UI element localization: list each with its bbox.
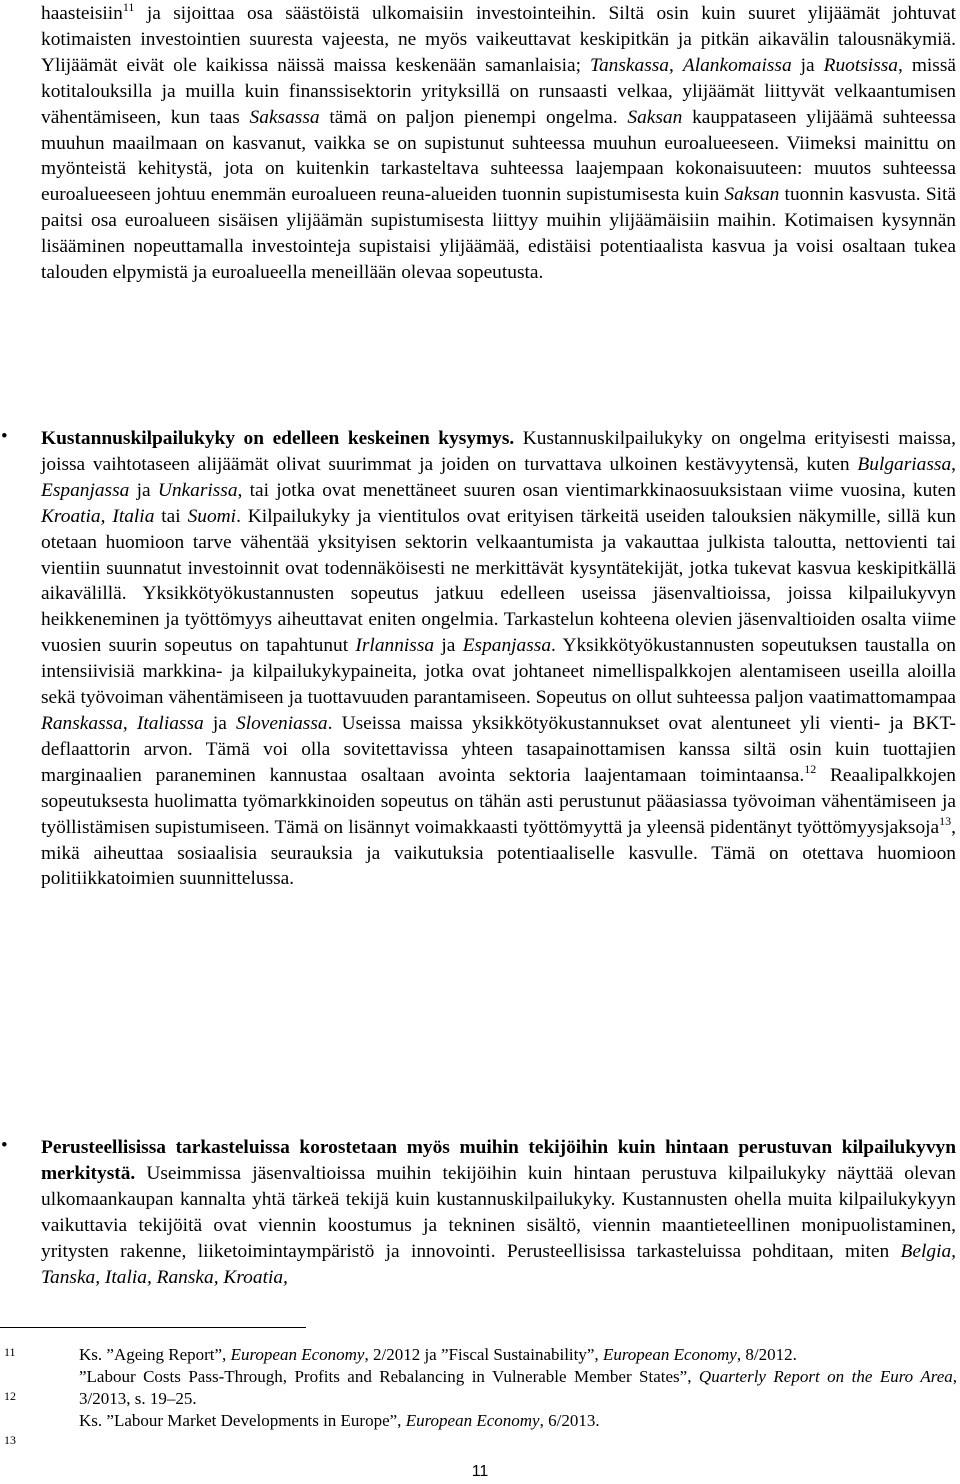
country-name: Italia: [112, 505, 155, 527]
country-name: Espanjassa: [462, 635, 552, 657]
country-name: Sloveniassa: [236, 712, 328, 734]
footnote-11: Ks. ”Ageing Report”, European Economy, 2/2012 ja ”Fiscal Sustainability”, European Economy, 8/2012.: [79, 1345, 797, 1364]
country-name: Irlannissa: [355, 635, 435, 657]
country-list: Belgia, Tanska, Italia, Ranska, Kroatia,: [41, 1240, 956, 1288]
footnote-separator: [0, 1327, 306, 1328]
footnote-number: 13: [4, 1433, 16, 1447]
footnote-number: 11: [4, 1345, 16, 1359]
paragraph-cost-competitiveness: Kustannuskilpailukyky on edelleen keskeinen kysymys. Kustannuskilpailukyky on ongelma erityisesti maissa, joissa vaihtotaseen alijäämät olivat suurimmat ja joiden on turvattava ulkoinen kestävyytensä, kuten Bulgariassa, Espanjassa ja Unkarissa, tai jotka ovat menettäneet suuren osan vientimarkkinaosuuksistaan viime vuosina, kuten Kroatia, Italia tai Suomi. Kilpailukyky ja vientitulos ovat erityisen tärkeitä useiden talouksien näkymille, sillä kun otetaan huomioon tarve vähentää yksityisen sektorin velkaantumista ja vakauttaa julkista taloutta, nettovienti tai vientiin suunnatut investoinnit ovat todennäköisesti ne merkittävät kysyntätekijät, jotka tukevat kasvua keskipitkällä aikavälillä. Yksikkötyökustannusten sopeutus jatkuu edelleen useissa jäsenvaltioissa, joissa kilpailukyvyn heikkeneminen ja työttömyys aiheuttavat eniten ongelmia. Tarkastelun kohteena olevien jäsenvaltioiden osalta viime vuosien suurin sopeutus on tapahtunut Irlannissa ja Espanjassa. Yksikkötyökustannusten sopeutuksen taustalla on intensiivisiä markkina- ja kilpailukykypaineita, jotka ovat johtaneet nimellispalkkojen alentamiseen useilla aloilla sekä työvoiman vähentämiseen ja tuottavuuden parantamiseen. Sopeutus on ollut suhteessa paljon vaatimattomampaa Ranskassa, Italiassa ja Sloveniassa. Useissa maissa yksikkötyökustannukset ovat alentuneet yli vienti- ja BKT-deflaattorin arvon. Tämä voi olla sovitettavissa yhteen tasapainottamisen kanssa siltä osin kuin tuottajien marginaalien paraneminen kannustaa osaltaan avointa sektoria laajentamaan toimintaansa.$^{12}$ Reaalipalkkojen sopeutuksesta huolimatta työmarkkinoiden sopeutus on tähän asti perustunut pääasiassa työvoiman vähentämiseen ja työllistämisen supistumiseen. Tämä on lisännyt voimakkaasti työttömyyttä ja yleensä pidentänyt työttömyysjaksoja$^{13}$, mikä aiheuttaa sosiaalisia seurauksia ja vaikutuksia potentiaaliselle kasvulle. Tämä on otettava huomioon politiikkatoimien suunnittelussa.: [41, 428, 957, 890]
country-name: Ranskassa: [41, 712, 123, 734]
bullet-icon: •: [1, 1135, 8, 1156]
country-name: Espanjassa: [41, 479, 130, 501]
footnote-ref-11[interactable]: 11: [122, 0, 135, 14]
country-name: Unkarissa: [157, 479, 238, 501]
country-name: Tanskassa: [589, 54, 669, 76]
paragraph-non-price-competitiveness: Perusteellisissa tarkasteluissa korostetaan myös muihin tekijöihin kuin hintaan perustuvan kilpailukyvyn merkitystä. Useimmissa jäsenvaltioissa muihin tekijöihin kuin hintaan perustuva kilpailukyky näyttää olevan ulkomaankaupan kannalta yhtä tärkeä tekijä kuin kustannuskilpailukyky. Kustannusten ohella muita kilpailukykyyn vaikuttavia tekijöitä ovat viennin koostumus ja tekninen sisältö, viennin maantieteellinen monipuolistaminen, yritysten rakenne, liiketoimintaympäristö ja innovointi. Perusteellisissa tarkasteluissa pohditaan, miten Belgia, Tanska, Italia, Ranska, Kroatia,: [41, 1137, 956, 1288]
footnote-13: Ks. ”Labour Market Developments in Europe”, European Economy, 6/2013.: [79, 1411, 600, 1430]
country-name: Italiassa: [136, 712, 204, 734]
page-number: 11: [471, 1463, 489, 1480]
country-name: Alankomaissa: [682, 54, 792, 76]
footnote-12: ”Labour Costs Pass-Through, Profits and Rebalancing in Vulnerable Member States”, Quarterly Report on the Euro Area, 3/2013, s. 19–25.: [79, 1367, 957, 1408]
country-name: Suomi: [187, 505, 237, 527]
footnotes: [79, 1344, 957, 1432]
country-name: Saksan: [627, 106, 683, 128]
footnote-number: 12: [4, 1389, 16, 1403]
country-name: Ruotsissa: [823, 54, 898, 76]
country-name: Saksassa: [249, 106, 320, 128]
footnote-ref-12[interactable]: 12: [804, 761, 817, 776]
bullet-heading: Perusteellisissa tarkasteluissa korostetaan myös muihin tekijöihin kuin hintaan perustuvan kilpailukyvyn merkitystä.: [41, 1137, 956, 1184]
country-name: Kroatia: [41, 505, 101, 527]
bullet-heading: Kustannuskilpailukyky on edelleen keskeinen kysymys.: [41, 428, 515, 449]
country-name: Bulgariassa: [857, 453, 952, 475]
bullet-icon: •: [1, 426, 8, 447]
country-name: Saksan: [724, 184, 780, 206]
paragraph-surpluses: haasteisiin$^{11}$ ja sijoittaa osa säästöistä ulkomaisiin investointeihin. Siltä osin kuin suuret ylijäämät johtuvat kotimaisten investointien suuresta vajeesta, ne myös vaikeuttavat keskipitkän ja pitkän aikavälin talousnäkymiä. Ylijäämät eivät ole kaikissa näissä maissa keskenään samanlaisia; Tanskassa, Alankomaissa ja Ruotsissa, missä kotitalouksilla ja muilla kuin finanssisektorin yrityksillä on runsaasti velkaa, ylijäämät liittyvät velkaantumisen vähentämiseen, kun taas Saksassa tämä on paljon pienempi ongelma. Saksan kauppataseen ylijäämä suhteessa muuhun maailmaan on kasvanut, vaikka se on supistunut suhteessa muuhun euroalueeseen. Viimeksi mainittu on myönteistä kehitystä, jota on kuitenkin tarkasteltava suhteessa laajempaan kokonaisuuteen: muutos suhteessa euroalueeseen johtuu enemmän euroalueen reuna-alueiden tuonnin supistumisesta kuin Saksan tuonnin kasvusta. Sitä paitsi osa euroalueen sisäisen ylijäämän supistumisesta liittyy muihin ylijäämäisiin maihin. Kotimaisen kysynnän lisääminen nopeuttamalla investointeja supistaisi ylijäämää, edistäisi potentiaalista kasvua ja voisi osaltaan tukea talouden elpymistä ja euroalueella meneillään olevaa sopeutusta.: [41, 0, 957, 284]
footnote-ref-13[interactable]: 13: [939, 813, 952, 828]
